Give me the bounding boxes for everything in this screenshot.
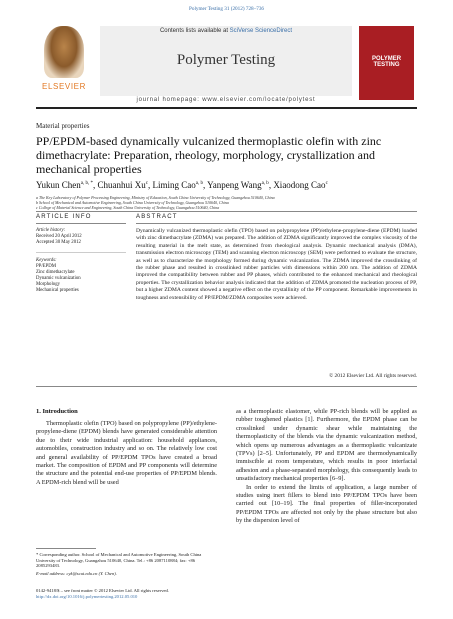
affiliation: a The Key Laboratory of Polymer Processing Engineering, Ministry of Education, South China University of Technology, Guangzhou 510640, China <box>36 195 275 200</box>
corresponding-author-note: * Corresponding author. School of Mechanical and Automotive Engineering, South China University of Technology, Guangzhou 510640, China. Tel.: +86 2087110884; fax: +86 2085293483. <box>36 552 202 569</box>
author-name[interactable]: Liming Cao <box>152 180 196 190</box>
contents-prefix: Contents lists available at <box>159 28 230 34</box>
author-email[interactable]: E-mail address: cyk@scut.edu.cn (Y. Chen). <box>36 571 117 576</box>
keyword[interactable]: Mechanical properties <box>36 288 79 293</box>
author-affiliation-mark: c <box>145 181 148 186</box>
keywords-label: Keywords: <box>36 258 57 263</box>
intro-right-column <box>236 408 417 526</box>
intro-paragraph: In order to extend the limits of application, a large number of studies using inert fillers to blend into PP/EPDM TPOs have been carried out [10–19]. The final properties of filler-incorporated PP/EPDM TPOs are affected not only by the phase structure but also by the dispersion level of <box>236 483 417 525</box>
cover-title: POLYMER TESTING <box>371 56 402 68</box>
issn-line: 0142-9418/$ – see front matter © 2012 Elsevier Ltd. All rights reserved. <box>36 588 169 593</box>
journal-homepage[interactable]: journal homepage: www.elsevier.com/locate/polytest <box>136 97 316 103</box>
sciencedirect-link[interactable]: SciVerse ScienceDirect <box>229 28 293 34</box>
contents-line <box>100 28 352 34</box>
history-label: Article history: <box>36 228 66 233</box>
abstract-text: Dynamically vulcanized thermoplastic olefin (TPO) based on polypropylene (PP)/ethylene-propylene-diene (EPDM) loaded with zinc dimethacrylate (ZDMA) was prepared. The addition of ZDMA significantly improved the complex viscosity of the resulting material in the melt state, as determined from rheological analysis. Dynamic mechanical analysis (DMA), transmission electron microscopy (TEM) and scanning electron microscopy (SEM) were performed to evaluate the structure, as well as to characterize the morphology formed during dynamic vulcanization. The ZDMA improved the crosslinking of the rubber phase and resulted in crosslinked rubber particles with dimensions within 200 nm. The addition of ZDMA improved the compatibility between rubber and PP phases, which contributed to the enhanced mechanical and rheological properties. The crystallization behavior analysis indicated that the addition of ZDMA promoted the nucleation process of PP, but a higher ZDMA content showed a negative effect on the crystallinity of the PP component. Remarkable improvements in toughness and extensibility of PP/EPDM/ZDMA composites were achieved. <box>136 228 417 301</box>
section-label: Material properties <box>36 122 90 130</box>
doi-link[interactable]: http://dx.doi.org/10.1016/j.polymertesting.2012.05.010 <box>36 594 138 599</box>
author-affiliation-mark: a, b, * <box>80 181 93 186</box>
author-name[interactable]: Xiaodong Cao <box>273 180 326 190</box>
abstract-copyright: © 2012 Elsevier Ltd. All rights reserved. <box>329 373 417 379</box>
author-affiliation-mark: c <box>325 181 328 186</box>
keyword[interactable]: PP/EPDM <box>36 264 56 269</box>
intro-left-column <box>36 420 217 487</box>
abstract-heading: ABSTRACT <box>136 214 178 220</box>
journal-reference: Polymer Testing 31 (2012) 728–736 <box>188 6 265 12</box>
author-list: Yukun Chen$^{a, b, *}$, Chuanhui Xu$^c$, Liming Cao$^{a, b}$, Yanpeng Wang$^{a, b}$, Xiaodong Cao$^c$ <box>36 180 328 190</box>
author-affiliation-mark: a, b <box>195 181 203 186</box>
author-affiliation-mark: a, b <box>261 181 269 186</box>
received-date: Received 20 April 2012 <box>36 234 82 239</box>
info-divider <box>36 252 126 253</box>
info-head-rule <box>36 223 126 224</box>
intro-paragraph: as a thermoplastic elastomer, while PP-rich blends will be applied as rubber toughened plastics [1]. Furthermore, the EPDM phase can be crosslinked under dynamic shear while maintaining the thermoplasticity of the blends via the dynamic vulcanization method, which opens up numerous advantages as a thermoplastic vulcanizate (TPVs) [2–5]. Unfortunately, PP and EPDM are thermodynamically immiscible at room temperature, which results in poor interfacial adhesion and a phase-separated morphology, this consequently leads to unsatisfactory mechanical properties [6–9]. <box>236 408 417 483</box>
keyword[interactable]: Zinc dimethacrylate <box>36 270 75 275</box>
footnote-rule <box>36 548 96 549</box>
elsevier-tree-icon <box>44 26 84 78</box>
author-name[interactable]: Chuanhui Xu <box>97 180 146 190</box>
elsevier-logo <box>36 22 92 104</box>
article-info-heading: ARTICLE INFO <box>36 214 92 220</box>
abstract-bottom-rule <box>36 386 417 387</box>
accepted-date: Accepted 30 May 2012 <box>36 240 81 245</box>
keyword[interactable]: Morphology <box>36 282 60 287</box>
introduction-heading: 1. Introduction <box>36 408 78 415</box>
publisher-name: ELSEVIER <box>42 82 86 91</box>
journal-title: Polymer Testing <box>176 52 276 68</box>
header-rule <box>36 107 417 109</box>
affiliation: c College of Material Science and Engineering, South China University of Technology, Guangzhou 510640, China <box>36 205 220 210</box>
keyword[interactable]: Dynamic vulcanization <box>36 276 81 281</box>
intro-paragraph: Thermoplastic olefin (TPO) based on polypropylene (PP)/ethylene-propylene-diene (EPDM) blends have generated considerable attention due to their wide industrial application: household appliances, automobiles, construction industry and so on. The relatively low cost and general availability of PP/EPDM TPOs have created a broad market. The composition of EPDM and PP components will determine the structure and the potential end-use properties of PP/EPDM blends. A EPDM-rich blend will be used <box>36 420 217 486</box>
author-name[interactable]: Yukun Chen <box>36 180 81 190</box>
article-title: PP/EPDM-based dynamically vulcanized thermoplastic olefin with zinc dimethacrylate: Preparation, rheology, morphology, crystallization and mechanical properties <box>36 134 382 176</box>
author-name[interactable]: Yanpeng Wang <box>207 180 262 190</box>
affiliation: b School of Mechanical and Automotive Engineering, South China University of Technology, Guangzhou 510640, China <box>36 200 229 205</box>
journal-cover-image <box>359 26 414 100</box>
doi-line <box>36 594 236 600</box>
abstract-head-rule <box>136 223 417 224</box>
info-top-rule <box>36 211 417 212</box>
